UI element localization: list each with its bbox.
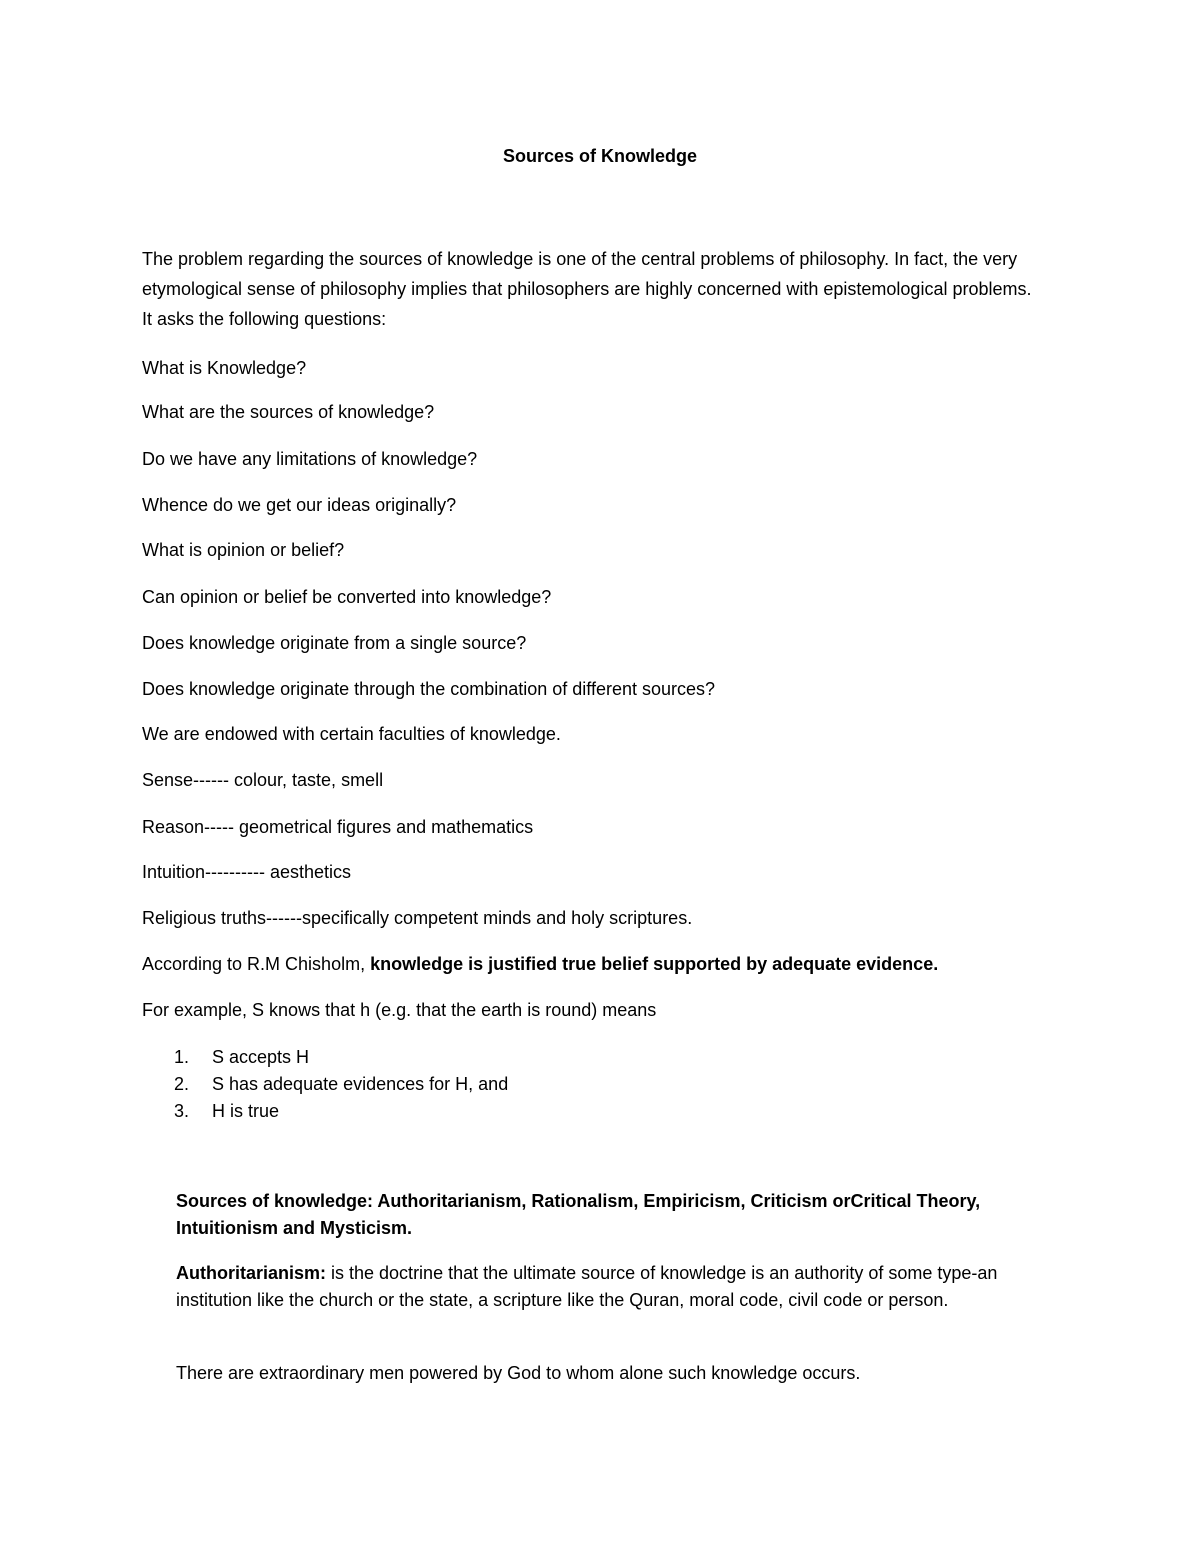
question-line: What is opinion or belief? — [142, 540, 345, 560]
faculty-line: Sense------ colour, taste, smell — [142, 770, 384, 790]
authoritarianism-term: Authoritarianism: — [176, 1263, 327, 1283]
faculty-line: Religious truths------specifically competent minds and holy scriptures. — [142, 908, 693, 928]
question-line: Does knowledge originate through the combination of different sources? — [142, 679, 716, 699]
question-line: Do we have any limitations of knowledge? — [142, 449, 478, 469]
example-line: For example, S knows that h (e.g. that the earth is round) means — [142, 1000, 657, 1020]
numbered-list — [142, 1044, 508, 1125]
list-number: 2. — [174, 1074, 190, 1094]
question-line: What is Knowledge? — [142, 358, 307, 378]
authoritarianism-text: is the doctrine that the ultimate source of knowledge is an authority of some type-an institution like the church or the state, a scripture like the Quran, moral code, civil code or person. — [176, 1263, 998, 1310]
question-line: Does knowledge originate from a single source? — [142, 633, 527, 653]
question-line: What are the sources of knowledge? — [142, 402, 435, 422]
question-line: Whence do we get our ideas originally? — [142, 495, 457, 515]
chisholm-definition — [142, 952, 938, 976]
list-number: 1. — [174, 1047, 190, 1067]
sources-heading: Sources of knowledge: Authoritarianism, Rationalism, Empiricism, Criticism orCritical Theory, Intuitionism and Mysticism. — [176, 1191, 981, 1238]
list-text: S accepts H — [212, 1047, 310, 1067]
list-item — [142, 1098, 508, 1125]
faculties-intro-line: We are endowed with certain faculties of knowledge. — [142, 724, 561, 744]
chisholm-definition-bold: knowledge is justified true belief supported by adequate evidence. — [370, 954, 939, 974]
intro-paragraph: The problem regarding the sources of knowledge is one of the central problems of philosophy. In fact, the very etymological sense of philosophy implies that philosophers are highly concerned with epistemological problems. It asks the following questions: — [142, 249, 1032, 329]
chisholm-prefix: According to R.M Chisholm, — [142, 954, 371, 974]
question-line: Can opinion or belief be converted into knowledge? — [142, 587, 552, 607]
list-text: S has adequate evidences for H, and — [212, 1074, 509, 1094]
list-text: H is true — [212, 1101, 280, 1121]
page-title: Sources of Knowledge — [502, 146, 698, 166]
authoritarianism-paragraph — [176, 1260, 1046, 1314]
list-item — [142, 1071, 508, 1098]
list-number: 3. — [174, 1101, 190, 1121]
faculty-line: Reason----- geometrical figures and mathematics — [142, 817, 534, 837]
faculty-line: Intuition---------- aesthetics — [142, 862, 352, 882]
extraordinary-paragraph: There are extraordinary men powered by God to whom alone such knowledge occurs. — [176, 1363, 861, 1383]
list-item — [142, 1044, 508, 1071]
